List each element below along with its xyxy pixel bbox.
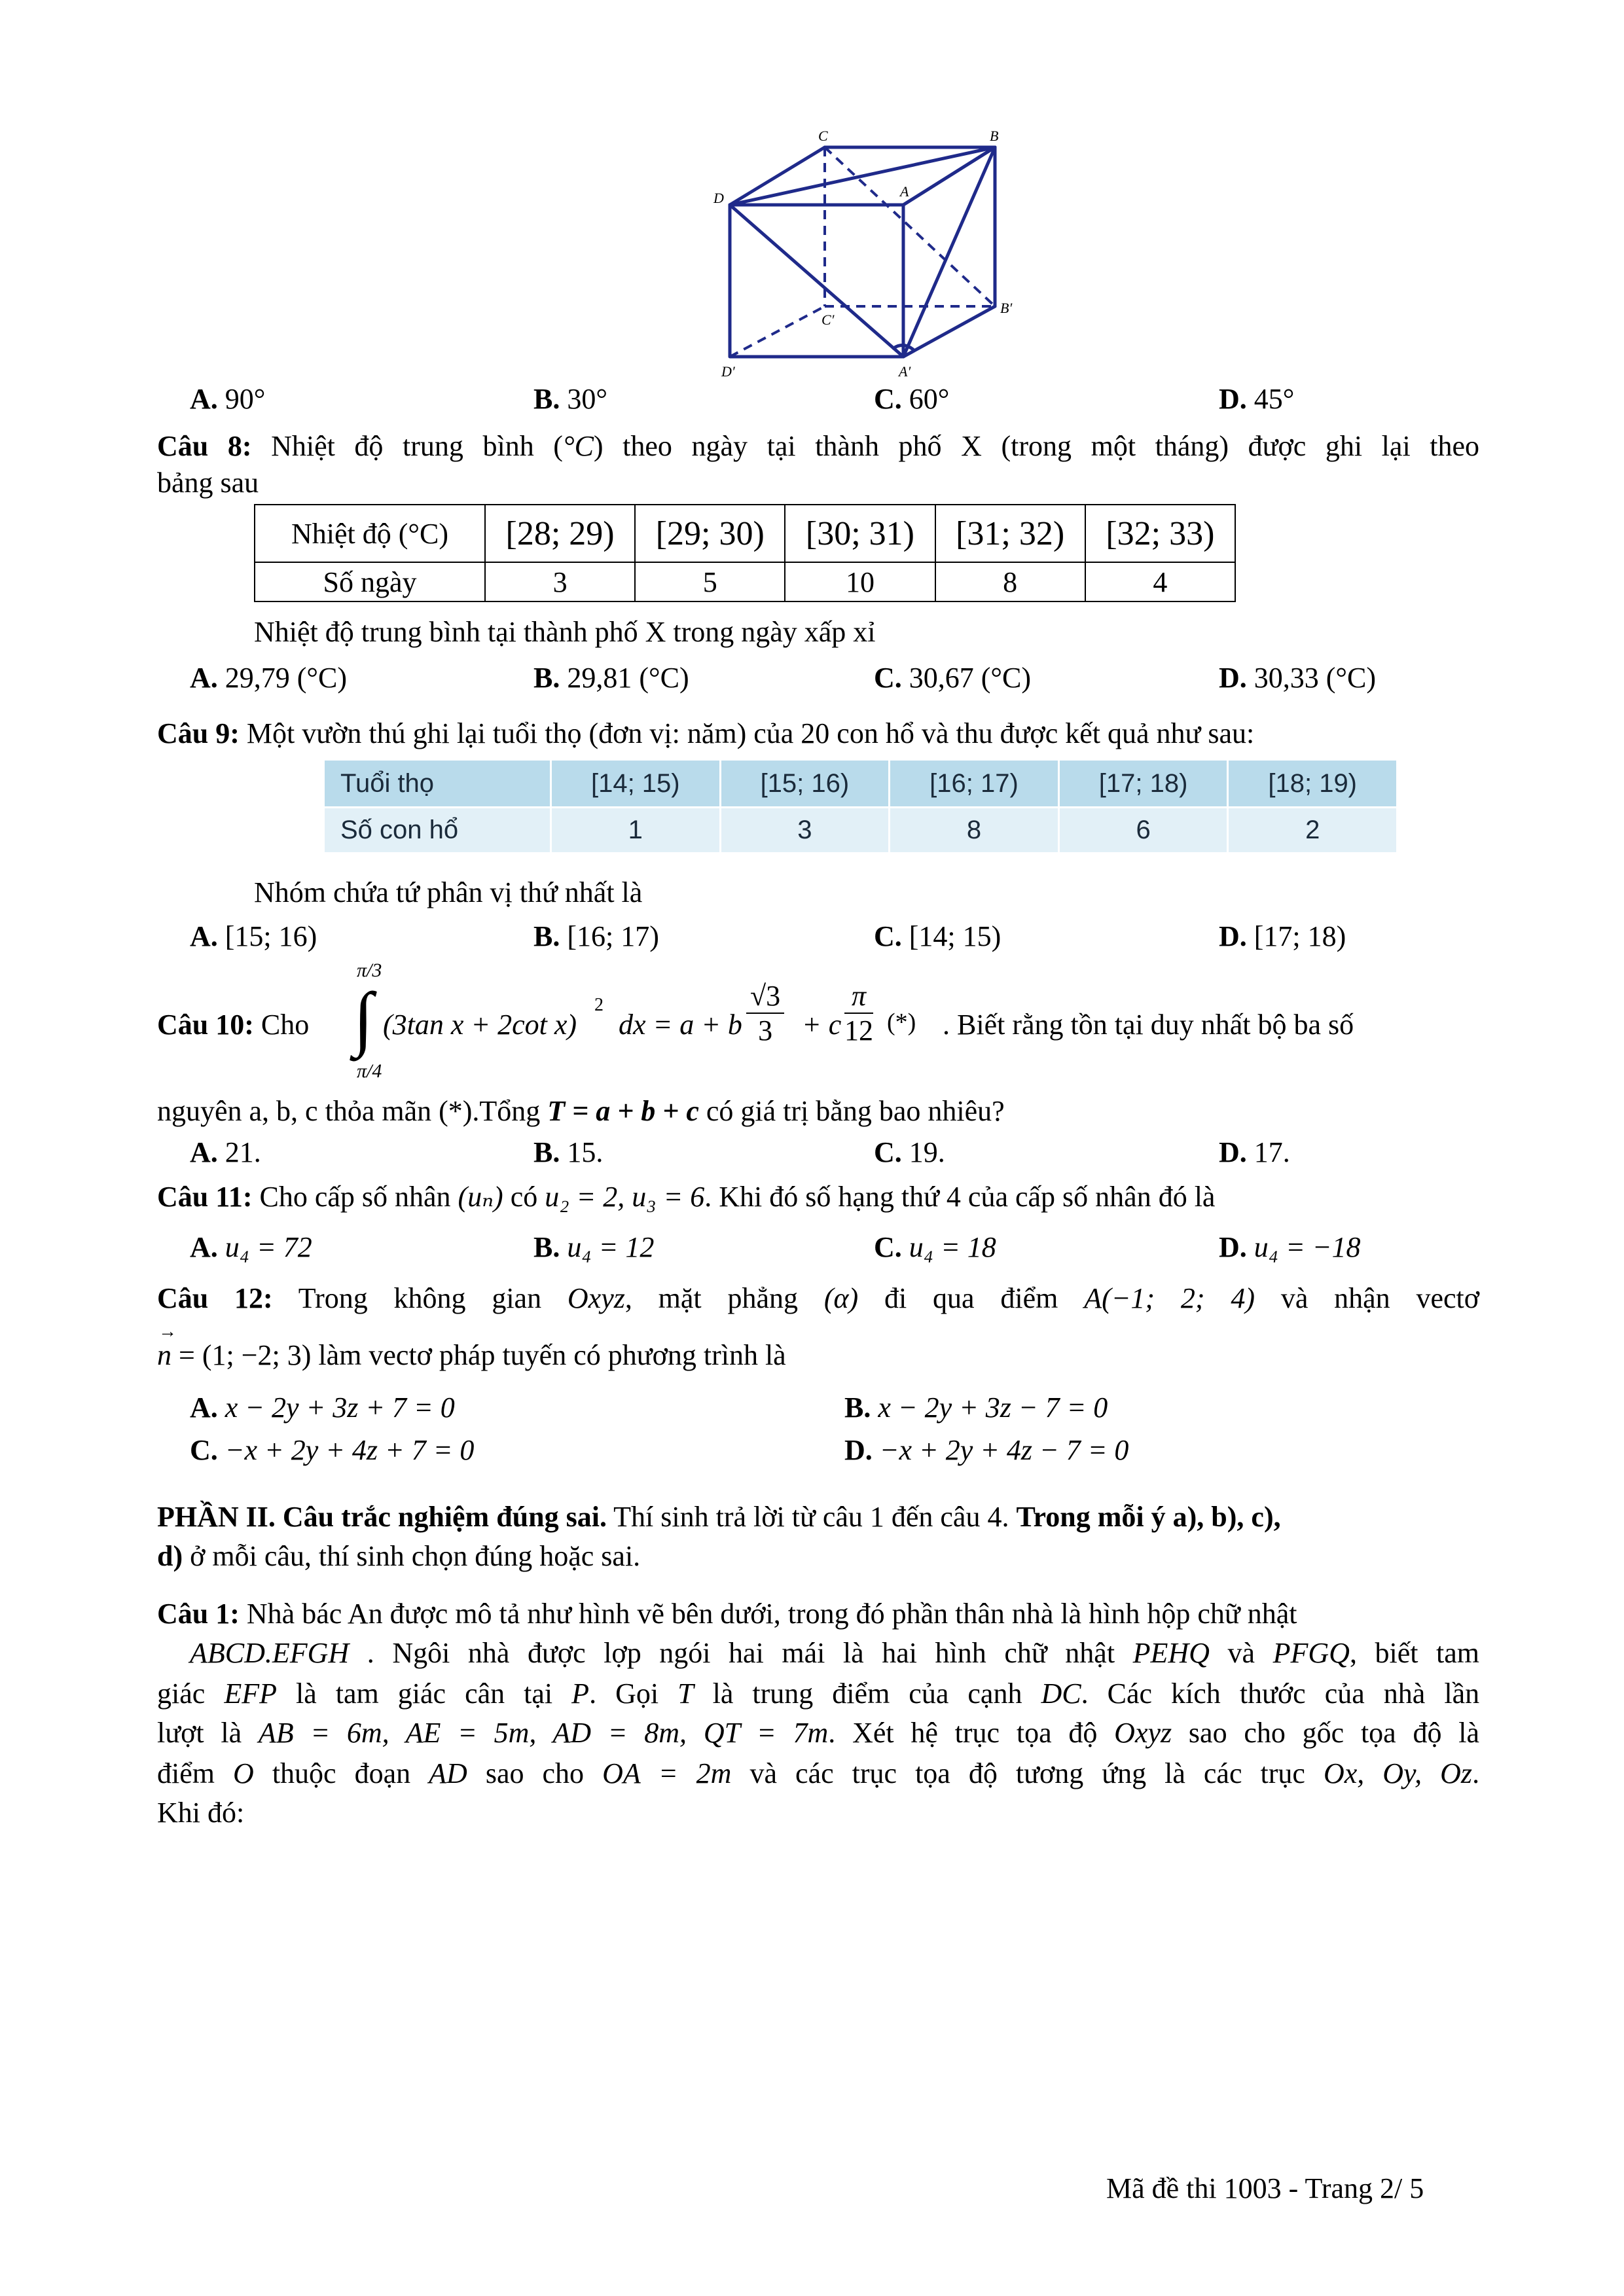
- vertex-label-d: D: [713, 190, 724, 206]
- p2q1-line-4: lượt là AB = 6m, AE = 5m, AD = 8m, QT = 7m. Xét hệ trục tọa độ Oxyz sao cho gốc tọa độ là: [157, 1717, 1480, 1749]
- q10-plus-c: + c: [802, 1009, 842, 1041]
- q7-option-b: B. 30°: [533, 383, 607, 415]
- q7-option-a: A. 90°: [190, 383, 266, 415]
- p2q1-line-5: điểm O thuộc đoạn AD sao cho OA = 2m và các trục tọa độ tương ứng là các trục Ox, Oy, Oz.: [157, 1757, 1480, 1789]
- q9-table-head-1: Tuổi thọ: [325, 761, 552, 806]
- q8-table: [254, 504, 1236, 602]
- q8-table-cell: [31; 32): [935, 505, 1085, 562]
- part2-heading-line-1: PHẦN II. Câu trắc nghiệm đúng sai. Thí sinh trả lời từ câu 1 đến câu 4. Trong mỗi ý a), b), c),: [157, 1501, 1281, 1533]
- q11-option-d: D. u₄ = −18: [1219, 1231, 1361, 1263]
- q8-table-cell: 5: [635, 562, 785, 601]
- page-footer: Mã đề thi 1003 - Trang 2/ 5: [1106, 2172, 1424, 2204]
- q9-table-cell: [16; 17): [890, 761, 1060, 806]
- vertex-label-d1: D′: [721, 363, 735, 380]
- q12-line-1: Câu 12: Trong không gian Oxyz, mặt phẳng (α) đi qua điểm A(−1; 2; 4) và nhận vectơ: [157, 1282, 1480, 1314]
- q11-option-c: C. u₄ = 18: [874, 1231, 996, 1263]
- q10-text-after: . Biết rằng tồn tại duy nhất bộ ba số: [943, 1009, 1354, 1041]
- q10-option-d: D. 17.: [1219, 1136, 1290, 1168]
- q9-table-cell: [14; 15): [552, 761, 721, 806]
- q8-table-cell: 3: [485, 562, 635, 601]
- vertex-label-c1: C′: [821, 312, 835, 328]
- q10-label: Câu 10: Cho: [157, 1009, 310, 1041]
- q8-table-cell: 4: [1085, 562, 1235, 601]
- q9-option-a: A. [15; 16): [190, 920, 317, 952]
- cube-figure: [707, 131, 1074, 393]
- q8-table-cell: 10: [785, 562, 935, 601]
- q12-option-d: D. −x + 2y + 4z − 7 = 0: [844, 1434, 1129, 1466]
- q10-lower-limit: π/4: [357, 1060, 382, 1082]
- q9-table-cell: [18; 19): [1229, 761, 1398, 806]
- q9-table-cell: 2: [1229, 806, 1398, 852]
- p2q1-line-3: giác EFP là tam giác cân tại P. Gọi T là trung điểm của cạnh DC. Các kích thước của nhà lần: [157, 1677, 1480, 1710]
- q8-table-cell: [30; 31): [785, 505, 935, 562]
- vertex-label-b1: B′: [1000, 300, 1013, 316]
- q9-prompt: Nhóm chứa tứ phân vị thứ nhất là: [254, 876, 643, 908]
- q10-line-2: nguyên a, b, c thỏa mãn (*).Tổng T = a + b + c có giá trị bằng bao nhiêu?: [157, 1095, 1005, 1127]
- p2q1-line-6: Khi đó:: [157, 1797, 245, 1829]
- vertex-label-a: A: [900, 183, 909, 200]
- q10-upper-limit: π/3: [357, 960, 382, 981]
- q8-table-cell: [28; 29): [485, 505, 635, 562]
- q9-table-cell: 6: [1060, 806, 1229, 852]
- q8-line-1: Câu 8: Nhiệt độ trung bình (°C) theo ngày tại thành phố X (trong một tháng) được ghi lại theo: [157, 430, 1480, 462]
- q8-prompt: Nhiệt độ trung bình tại thành phố X trong ngày xấp xỉ: [254, 616, 876, 648]
- q8-option-a: A. 29,79 (°C): [190, 662, 348, 694]
- q11-line: Câu 11: Cho cấp số nhân (uₙ) có u₂ = 2, u₃ = 6. Khi đó số hạng thứ 4 của cấp số nhân đó là: [157, 1181, 1216, 1213]
- q11-option-a: A. u₄ = 72: [190, 1231, 312, 1263]
- q9-table-head-2: Số con hổ: [325, 806, 552, 852]
- q9-option-c: C. [14; 15): [874, 920, 1001, 952]
- p2q1-line-1: Câu 1: Nhà bác An được mô tả như hình vẽ bên dưới, trong đó phần thân nhà là hình hộp chữ nhật: [157, 1598, 1297, 1630]
- vertex-label-a1: A′: [899, 363, 911, 380]
- q7-option-c: C. 60°: [874, 383, 950, 415]
- vertex-label-c: C: [818, 131, 828, 144]
- q8-line-2: bảng sau: [157, 467, 259, 499]
- q12-option-c: C. −x + 2y + 4z + 7 = 0: [190, 1434, 475, 1466]
- q10-option-a: A. 21.: [190, 1136, 261, 1168]
- q8-table-cell: 8: [935, 562, 1085, 601]
- q9-line-1: Câu 9: Một vườn thú ghi lại tuổi thọ (đơn vị: năm) của 20 con hổ và thu được kết quả như sau:: [157, 717, 1255, 749]
- q8-table-head-1: Nhiệt độ (°C): [255, 505, 485, 562]
- q8-option-c: C. 30,67 (°C): [874, 662, 1032, 694]
- q9-table-cell: 8: [890, 806, 1060, 852]
- q9-table-cell: 3: [721, 806, 891, 852]
- q12-line-2: → n = (1; −2; 3) làm vectơ pháp tuyến có phương trình là: [157, 1338, 786, 1372]
- q9-option-d: D. [17; 18): [1219, 920, 1346, 952]
- q8-option-b: B. 29,81 (°C): [533, 662, 689, 694]
- q12-option-a: A. x − 2y + 3z + 7 = 0: [190, 1391, 455, 1424]
- q9-table-cell: [15; 16): [721, 761, 891, 806]
- q9-table: [325, 761, 1398, 852]
- q10-star: (*): [887, 1009, 916, 1036]
- q8-option-d: D. 30,33 (°C): [1219, 662, 1377, 694]
- q9-option-b: B. [16; 17): [533, 920, 659, 952]
- q10-frac-sqrt3: √3 3: [746, 979, 784, 1047]
- q9-table-cell: 1: [552, 806, 721, 852]
- q10-integral-sign: ∫: [353, 978, 374, 1058]
- q10-option-b: B. 15.: [533, 1136, 604, 1168]
- q8-table-head-2: Số ngày: [255, 562, 485, 601]
- vertex-label-b: B: [990, 131, 999, 144]
- part2-heading-line-2: d) ở mỗi câu, thí sinh chọn đúng hoặc sai.: [157, 1540, 641, 1572]
- q9-table-cell: [17; 18): [1060, 761, 1229, 806]
- q10-rhs: dx = a + b: [619, 1009, 742, 1041]
- p2q1-line-2: ABCD.EFGH . Ngôi nhà được lợp ngói hai mái là hai hình chữ nhật PEHQ và PFGQ, biết tam: [190, 1637, 1480, 1669]
- q7-option-d: D. 45°: [1219, 383, 1295, 415]
- q10-power: 2: [594, 995, 604, 1015]
- q10-option-c: C. 19.: [874, 1136, 945, 1168]
- q12-option-b: B. x − 2y + 3z − 7 = 0: [844, 1391, 1108, 1424]
- q10-frac-pi: π 12: [844, 980, 873, 1047]
- q10-integrand: (3tan x + 2cot x): [383, 1009, 577, 1041]
- q11-option-b: B. u₄ = 12: [533, 1231, 655, 1263]
- q8-table-cell: [29; 30): [635, 505, 785, 562]
- q8-table-cell: [32; 33): [1085, 505, 1235, 562]
